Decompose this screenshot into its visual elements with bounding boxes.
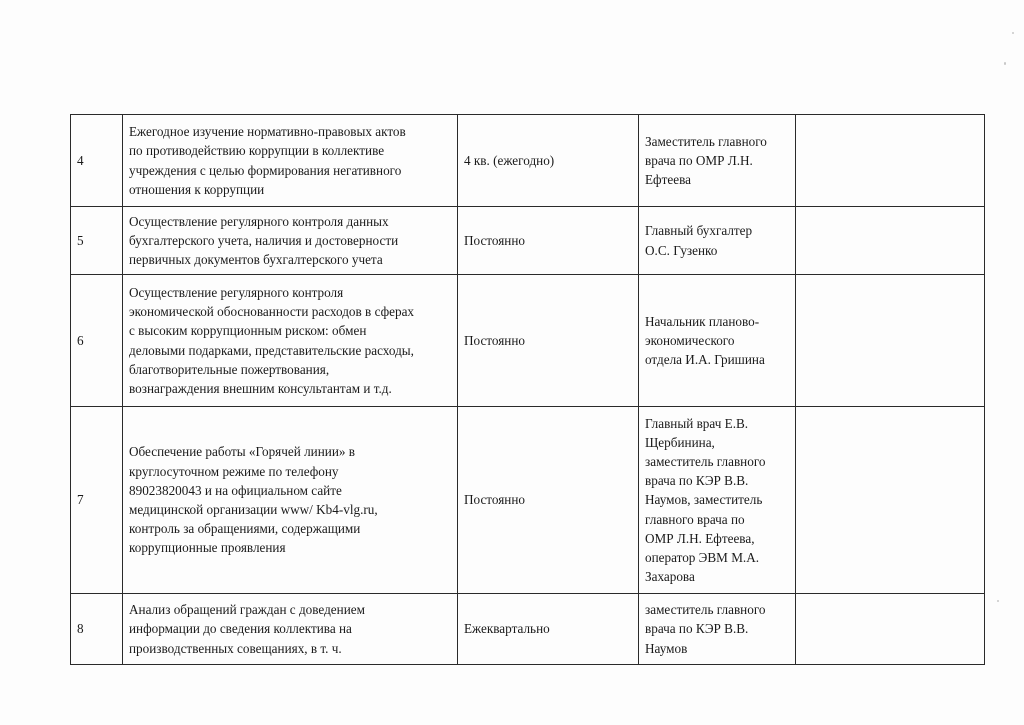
note-cell — [796, 207, 985, 275]
activity-cell: Осуществление регулярного контроля экономической обоснованности расходов в сферах с высоким коррупционным риском: обмен деловыми подарками, представительские расходы, благотворительные пожертвования, вознаграждения внешним консультантам и т.д. — [123, 275, 458, 407]
term-cell: 4 кв. (ежегодно) — [458, 115, 639, 207]
responsible-cell: заместитель главного врача по КЭР В.В. Наумов — [639, 594, 796, 665]
responsible-cell: Главный бухгалтер О.С. Гузенко — [639, 207, 796, 275]
note-cell — [796, 407, 985, 594]
responsible-cell: Начальник планово- экономического отдела И.А. Гришина — [639, 275, 796, 407]
activity-cell: Ежегодное изучение нормативно-правовых актов по противодействию коррупции в коллективе учреждения с целью формирования негативного отношения к коррупции — [123, 115, 458, 207]
responsible-cell: Главный врач Е.В. Щербинина, заместитель главного врача по КЭР В.В. Наумов, заместитель главного врача по ОМР Л.Н. Ефтеева, оператор ЭВМ М.А. Захарова — [639, 407, 796, 594]
scan-speck — [997, 600, 999, 602]
table-row — [71, 115, 985, 207]
row-number: 8 — [71, 594, 123, 665]
activity-cell: Обеспечение работы «Горячей линии» в круглосуточном режиме по телефону 89023820043 и на официальном сайте медицинской организации www/ Kb4-vlg.ru, контроль за обращениями, содержащими коррупционные проявления — [123, 407, 458, 594]
table-row — [71, 407, 985, 594]
table-row — [71, 207, 985, 275]
term-cell: Ежеквартально — [458, 594, 639, 665]
note-cell — [796, 115, 985, 207]
table-row — [71, 275, 985, 407]
anticorruption-plan-table — [70, 114, 985, 665]
table-row — [71, 594, 985, 665]
scan-speck — [1012, 32, 1014, 34]
row-number: 6 — [71, 275, 123, 407]
note-cell — [796, 275, 985, 407]
scan-speck — [1004, 62, 1006, 65]
activity-cell: Анализ обращений граждан с доведением информации до сведения коллектива на производственных совещаниях, в т. ч. — [123, 594, 458, 665]
responsible-cell: Заместитель главного врача по ОМР Л.Н. Ефтеева — [639, 115, 796, 207]
term-cell: Постоянно — [458, 275, 639, 407]
term-cell: Постоянно — [458, 407, 639, 594]
row-number: 4 — [71, 115, 123, 207]
row-number: 7 — [71, 407, 123, 594]
activity-cell: Осуществление регулярного контроля данных бухгалтерского учета, наличия и достоверности первичных документов бухгалтерского учета — [123, 207, 458, 275]
term-cell: Постоянно — [458, 207, 639, 275]
row-number: 5 — [71, 207, 123, 275]
note-cell — [796, 594, 985, 665]
